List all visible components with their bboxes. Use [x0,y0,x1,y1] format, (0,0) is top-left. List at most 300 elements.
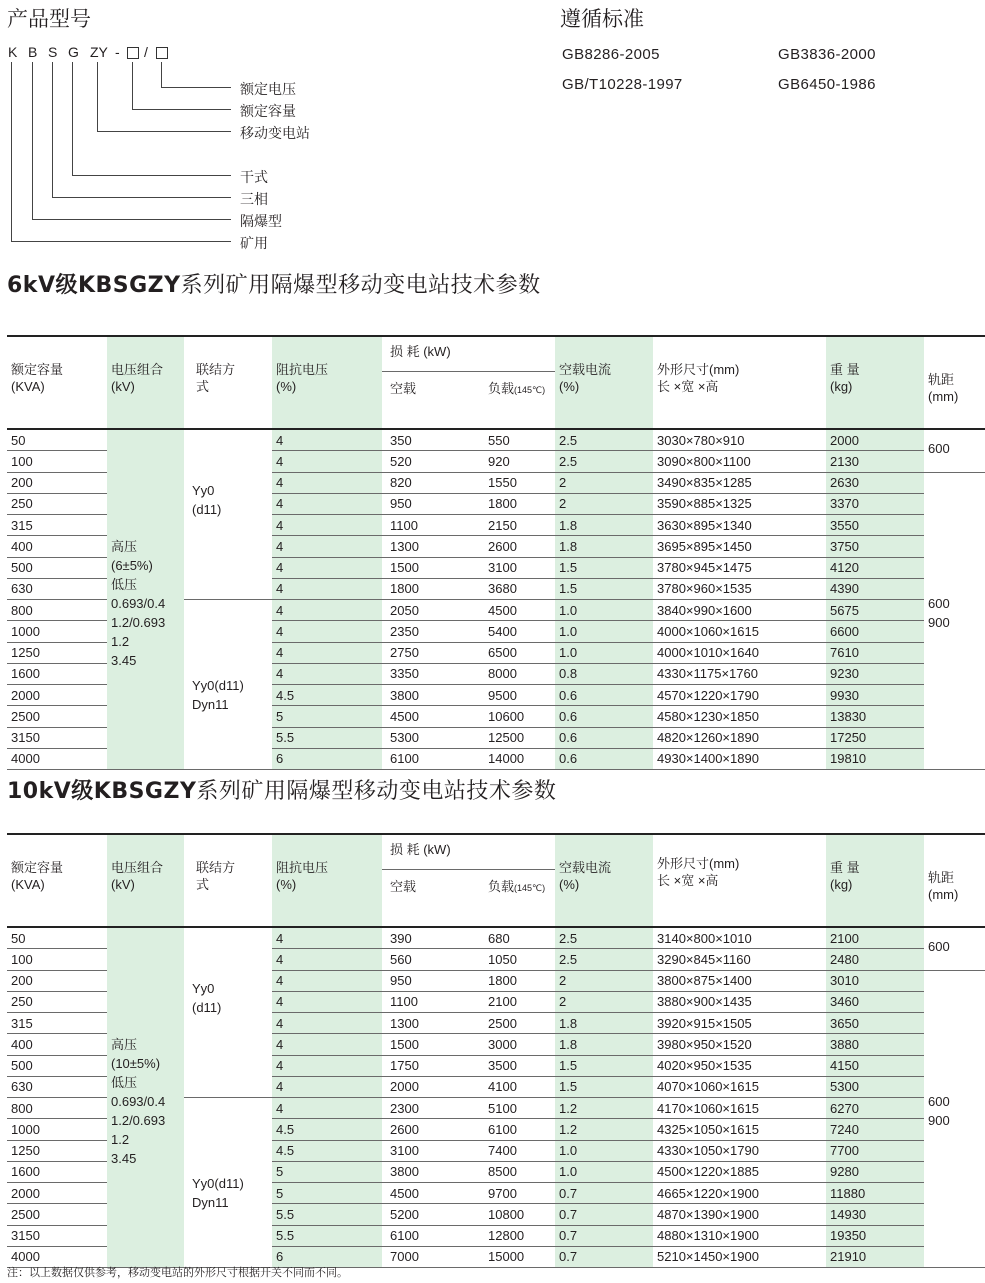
cell-dimensions: 3695×895×1450 [653,536,826,557]
cell-dimensions: 4500×1220×1885 [653,1161,826,1182]
cell-load-loss: 12500 [484,727,555,748]
code-line [52,197,231,198]
cell-noload-current: 1.0 [555,621,653,642]
cell-impedance: 4 [272,621,382,642]
cell-capacity: 1250 [7,1140,107,1161]
connection-line: (d11) [192,501,222,517]
code-box-voltage [156,47,168,59]
cell-noload-loss: 4500 [382,706,484,727]
cell-weight: 2000 [826,429,924,451]
cell-impedance: 4 [272,1055,382,1076]
cell-noload-current: 1.2 [555,1119,653,1140]
cell-impedance: 5 [272,1161,382,1182]
cell-capacity: 3150 [7,1225,107,1246]
table6-body [7,429,985,770]
cell-noload-current: 2.5 [555,949,653,970]
cell-impedance: 4 [272,429,382,451]
cell-dimensions: 4020×950×1535 [653,1055,826,1076]
cell-connection-b [184,1098,272,1268]
cell-impedance: 4 [272,578,382,599]
cell-weight: 3650 [826,1013,924,1034]
voltage-group-line: 低压 [111,1075,138,1090]
code-letter-g: G [68,44,79,60]
cell-dimensions: 3780×945×1475 [653,557,826,578]
cell-dimensions: 3490×835×1285 [653,472,826,493]
cell-dimensions: 3630×895×1340 [653,515,826,536]
cell-weight: 2130 [826,451,924,472]
code-line [32,219,231,220]
cell-impedance: 6 [272,748,382,769]
cell-weight: 7700 [826,1140,924,1161]
cell-noload-current: 1.5 [555,1076,653,1097]
standard-gb6450: GB6450-1986 [778,76,876,93]
col-impedance-header: 阻抗电压 (%) [272,834,382,927]
cell-weight: 2480 [826,949,924,970]
code-line [132,109,231,110]
code-letter-k: K [8,44,18,60]
cell-capacity: 500 [7,557,107,578]
cell-load-loss: 3500 [484,1055,555,1076]
cell-noload-loss: 1750 [382,1055,484,1076]
voltage-group-line: 3.45 [111,653,137,668]
cell-noload-current: 1.5 [555,557,653,578]
cell-dimensions: 3980×950×1520 [653,1034,826,1055]
cell-weight: 7610 [826,642,924,663]
cell-voltage-group [107,927,184,1268]
cell-load-loss: 6500 [484,642,555,663]
table10 [7,833,985,1268]
cell-connection-a [184,429,272,600]
cell-load-loss: 2100 [484,991,555,1012]
cell-weight: 4120 [826,557,924,578]
cell-load-loss: 3680 [484,578,555,599]
table6 [7,335,985,770]
voltage-group-line: 高压 [111,539,138,554]
cell-load-loss: 680 [484,927,555,949]
code-dash: - [115,44,120,60]
cell-noload-loss: 350 [382,429,484,451]
code-line [97,62,98,132]
cell-noload-loss: 5300 [382,727,484,748]
connection-line: Yy0 [192,482,215,498]
cell-weight: 9230 [826,663,924,684]
col-noload-header: 空载 [382,372,484,430]
cell-capacity: 1000 [7,1119,107,1140]
cell-load-loss: 8500 [484,1161,555,1182]
cell-capacity: 1600 [7,663,107,684]
cell-weight: 19350 [826,1225,924,1246]
cell-load-loss: 2600 [484,536,555,557]
cell-noload-current: 1.0 [555,1161,653,1182]
cell-noload-loss: 2600 [382,1119,484,1140]
code-label-three-phase: 三相 [240,192,268,208]
cell-load-loss: 15000 [484,1246,555,1267]
connection-line: Yy0(d11) [192,1175,244,1191]
table6-title: 6kV级KBSGZY系列矿用隔爆型移动变电站技术参数 [7,273,541,298]
cell-impedance: 5.5 [272,727,382,748]
cell-noload-loss: 6100 [382,1225,484,1246]
cell-load-loss: 10600 [484,706,555,727]
voltage-group-line: 1.2/0.693 [111,1113,166,1128]
cell-dimensions: 4000×1010×1640 [653,642,826,663]
code-line [11,241,231,242]
col-connection-header: 联结方 式 [184,336,272,429]
col-capacity-header: 额定容量 (KVA) [7,336,107,429]
voltage-group-line: 1.2 [111,634,130,649]
code-line [72,175,231,176]
cell-load-loss: 12800 [484,1225,555,1246]
cell-capacity: 500 [7,1055,107,1076]
cell-dimensions: 3800×875×1400 [653,970,826,991]
code-line [132,62,133,110]
cell-weight: 4390 [826,578,924,599]
code-line [11,62,12,242]
track-line: 900 [928,614,950,630]
cell-dimensions: 4870×1390×1900 [653,1204,826,1225]
cell-load-loss: 1550 [484,472,555,493]
cell-noload-loss: 2350 [382,621,484,642]
col-loss-header: 损 耗 (kW) [382,336,555,372]
cell-dimensions: 4170×1060×1615 [653,1098,826,1119]
cell-noload-loss: 3800 [382,685,484,706]
cell-weight: 3750 [826,536,924,557]
cell-load-loss: 9500 [484,685,555,706]
cell-load-loss: 6100 [484,1119,555,1140]
cell-weight: 9930 [826,685,924,706]
cell-capacity: 50 [7,429,107,451]
cell-impedance: 4 [272,970,382,991]
cell-weight: 9280 [826,1161,924,1182]
cell-impedance: 4 [272,515,382,536]
model-code-title: 产品型号 [7,7,91,31]
cell-weight: 5300 [826,1076,924,1097]
connection-line: Yy0 [192,980,215,996]
cell-impedance: 4 [272,1076,382,1097]
cell-impedance: 4 [272,600,382,621]
cell-noload-current: 2 [555,472,653,493]
voltage-group-line: 1.2/0.693 [111,615,166,630]
cell-load-loss: 1800 [484,493,555,514]
cell-dimensions: 4880×1310×1900 [653,1225,826,1246]
cell-weight: 19810 [826,748,924,769]
cell-noload-loss: 1300 [382,536,484,557]
code-line [52,62,53,198]
table10-header [7,834,985,927]
cell-noload-current: 0.6 [555,706,653,727]
cell-weight: 3550 [826,515,924,536]
cell-impedance: 4 [272,451,382,472]
cell-track-b [924,472,985,770]
cell-noload-loss: 1100 [382,515,484,536]
track-line: 600 [928,1093,950,1109]
cell-impedance: 4.5 [272,1119,382,1140]
cell-capacity: 630 [7,1076,107,1097]
cell-noload-loss: 3800 [382,1161,484,1182]
cell-dimensions: 3840×990×1600 [653,600,826,621]
cell-connection-b [184,600,272,770]
col-track-header: 轨距 (mm) [924,834,985,927]
code-label-explosion-proof: 隔爆型 [240,214,282,230]
cell-capacity: 250 [7,991,107,1012]
cell-dimensions: 3290×845×1160 [653,949,826,970]
cell-noload-loss: 560 [382,949,484,970]
table10-body [7,927,985,1268]
col-load-header: 负载(145℃) [484,870,555,928]
cell-load-loss: 5100 [484,1098,555,1119]
cell-load-loss: 10800 [484,1204,555,1225]
code-line [32,62,33,220]
cell-noload-loss: 5200 [382,1204,484,1225]
cell-dimensions: 4665×1220×1900 [653,1183,826,1204]
cell-weight: 17250 [826,727,924,748]
code-letter-zy: ZY [90,44,108,60]
cell-noload-loss: 390 [382,927,484,949]
cell-noload-current: 1.0 [555,642,653,663]
connection-line: (d11) [192,999,222,1015]
cell-load-loss: 14000 [484,748,555,769]
cell-noload-current: 2.5 [555,429,653,451]
cell-capacity: 800 [7,1098,107,1119]
cell-dimensions: 3880×900×1435 [653,991,826,1012]
cell-dimensions: 3920×915×1505 [653,1013,826,1034]
cell-load-loss: 9700 [484,1183,555,1204]
cell-noload-current: 0.6 [555,727,653,748]
cell-capacity: 250 [7,493,107,514]
cell-voltage-group [107,429,184,770]
code-label-rated-voltage: 额定电压 [240,82,296,98]
cell-noload-current: 2.5 [555,927,653,949]
cell-noload-loss: 1300 [382,1013,484,1034]
code-label-mobile-substation: 移动变电站 [240,126,310,142]
cell-capacity: 2000 [7,685,107,706]
table-row [7,927,985,949]
voltage-group-line: 低压 [111,577,138,592]
cell-capacity: 2000 [7,1183,107,1204]
col-current-header: 空载电流 (%) [555,834,653,927]
cell-capacity: 4000 [7,748,107,769]
cell-impedance: 4 [272,536,382,557]
footnote: 注：以上数据仅供参考，移动变电站的外形尺寸根据开关不同而不同。 [7,1266,348,1279]
cell-capacity: 50 [7,927,107,949]
cell-impedance: 4.5 [272,1140,382,1161]
cell-noload-loss: 2750 [382,642,484,663]
cell-dimensions: 3140×800×1010 [653,927,826,949]
cell-impedance: 5 [272,1183,382,1204]
cell-weight: 3010 [826,970,924,991]
cell-noload-loss: 1500 [382,1034,484,1055]
code-box-capacity [127,47,139,59]
cell-weight: 21910 [826,1246,924,1267]
cell-weight: 5675 [826,600,924,621]
cell-capacity: 100 [7,451,107,472]
cell-dimensions: 3590×885×1325 [653,493,826,514]
standard-gb8286: GB8286-2005 [562,46,660,63]
col-connection-header: 联结方 式 [184,834,272,927]
cell-noload-current: 1.2 [555,1098,653,1119]
cell-capacity: 400 [7,1034,107,1055]
connection-line: Yy0(d11) [192,677,244,693]
cell-noload-loss: 1500 [382,557,484,578]
cell-impedance: 5 [272,706,382,727]
col-track-header: 轨距 (mm) [924,336,985,429]
col-current-header: 空载电流 (%) [555,336,653,429]
cell-dimensions: 4570×1220×1790 [653,685,826,706]
col-weight-header: 重 量 (kg) [826,834,924,927]
col-dims-header: 外形尺寸(mm) 长 ×宽 ×高 [653,336,826,429]
code-letter-b: B [28,44,38,60]
cell-weight: 3880 [826,1034,924,1055]
cell-connection-a [184,927,272,1098]
cell-dimensions: 4000×1060×1615 [653,621,826,642]
cell-noload-current: 1.8 [555,1034,653,1055]
cell-noload-current: 0.7 [555,1246,653,1267]
voltage-group-line: 0.693/0.4 [111,1094,166,1109]
cell-impedance: 4 [272,949,382,970]
voltage-group-line: 0.693/0.4 [111,596,166,611]
cell-noload-loss: 2050 [382,600,484,621]
cell-impedance: 4 [272,663,382,684]
cell-load-loss: 2500 [484,1013,555,1034]
cell-dimensions: 3030×780×910 [653,429,826,451]
col-loss-header: 损 耗 (kW) [382,834,555,870]
cell-dimensions: 3780×960×1535 [653,578,826,599]
cell-weight: 7240 [826,1119,924,1140]
cell-noload-current: 0.7 [555,1204,653,1225]
cell-noload-current: 2.5 [555,451,653,472]
cell-weight: 3370 [826,493,924,514]
cell-impedance: 4 [272,642,382,663]
cell-noload-current: 2 [555,493,653,514]
cell-load-loss: 3000 [484,1034,555,1055]
cell-impedance: 4 [272,493,382,514]
cell-load-loss: 2150 [484,515,555,536]
col-impedance-header: 阻抗电压 (%) [272,336,382,429]
cell-weight: 6270 [826,1098,924,1119]
cell-capacity: 2500 [7,1204,107,1225]
voltage-group-line: 3.45 [111,1151,137,1166]
cell-capacity: 100 [7,949,107,970]
cell-noload-loss: 820 [382,472,484,493]
code-letter-s: S [48,44,58,60]
cell-noload-current: 1.8 [555,536,653,557]
connection-line: Dyn11 [192,1194,229,1210]
track-line: 600 [928,595,950,611]
cell-impedance: 4 [272,1013,382,1034]
cell-capacity: 1000 [7,621,107,642]
col-capacity-header: 额定容量 (KVA) [7,834,107,927]
cell-capacity: 800 [7,600,107,621]
cell-dimensions: 4330×1050×1790 [653,1140,826,1161]
code-slash: / [144,44,148,60]
cell-noload-loss: 6100 [382,748,484,769]
cell-noload-current: 0.6 [555,685,653,706]
cell-noload-loss: 3100 [382,1140,484,1161]
cell-load-loss: 5400 [484,621,555,642]
cell-capacity: 315 [7,1013,107,1034]
cell-dimensions: 4070×1060×1615 [653,1076,826,1097]
standards-title: 遵循标准 [560,7,644,31]
cell-noload-loss: 1100 [382,991,484,1012]
cell-noload-current: 1.8 [555,1013,653,1034]
code-label-mining: 矿用 [240,236,268,252]
standard-gb3836: GB3836-2000 [778,46,876,63]
cell-dimensions: 4580×1230×1850 [653,706,826,727]
cell-capacity: 1250 [7,642,107,663]
cell-impedance: 4.5 [272,685,382,706]
code-line [161,87,231,88]
cell-weight: 2630 [826,472,924,493]
cell-capacity: 200 [7,970,107,991]
col-load-header: 负载(145℃) [484,372,555,430]
code-label-rated-capacity: 额定容量 [240,104,296,120]
cell-noload-current: 1.8 [555,515,653,536]
cell-dimensions: 4325×1050×1615 [653,1119,826,1140]
cell-impedance: 4 [272,927,382,949]
cell-noload-current: 0.7 [555,1225,653,1246]
table10-title: 10kV级KBSGZY系列矿用隔爆型移动变电站技术参数 [7,779,557,804]
table6-header [7,336,985,429]
cell-load-loss: 7400 [484,1140,555,1161]
cell-noload-loss: 3350 [382,663,484,684]
cell-load-loss: 1050 [484,949,555,970]
col-weight-header: 重 量 (kg) [826,336,924,429]
track-line: 900 [928,1112,950,1128]
cell-load-loss: 1800 [484,970,555,991]
table-row [7,429,985,451]
cell-impedance: 4 [272,557,382,578]
standard-gbt10228: GB/T10228-1997 [562,76,683,93]
cell-weight: 13830 [826,706,924,727]
cell-noload-loss: 950 [382,493,484,514]
cell-noload-current: 1.0 [555,1140,653,1161]
col-voltage-header: 电压组合 (kV) [107,336,184,429]
cell-weight: 2100 [826,927,924,949]
cell-load-loss: 8000 [484,663,555,684]
cell-dimensions: 5210×1450×1900 [653,1246,826,1267]
cell-track-a: 600 [924,927,985,970]
cell-weight: 11880 [826,1183,924,1204]
cell-capacity: 400 [7,536,107,557]
code-line [72,62,73,176]
cell-impedance: 6 [272,1246,382,1267]
connection-line: Dyn11 [192,696,229,712]
cell-noload-current: 0.8 [555,663,653,684]
cell-weight: 14930 [826,1204,924,1225]
cell-capacity: 4000 [7,1246,107,1267]
cell-noload-loss: 7000 [382,1246,484,1267]
cell-dimensions: 4820×1260×1890 [653,727,826,748]
cell-noload-loss: 520 [382,451,484,472]
cell-load-loss: 4500 [484,600,555,621]
cell-impedance: 4 [272,991,382,1012]
cell-weight: 4150 [826,1055,924,1076]
cell-weight: 3460 [826,991,924,1012]
cell-load-loss: 4100 [484,1076,555,1097]
cell-capacity: 315 [7,515,107,536]
cell-capacity: 1600 [7,1161,107,1182]
col-voltage-header: 电压组合 (kV) [107,834,184,927]
cell-noload-current: 0.6 [555,748,653,769]
col-noload-header: 空载 [382,870,484,928]
cell-impedance: 4 [272,1098,382,1119]
col-dims-header: 外形尺寸(mm) 长 ×宽 ×高 [653,834,826,927]
cell-impedance: 5.5 [272,1204,382,1225]
cell-dimensions: 4330×1175×1760 [653,663,826,684]
code-line [161,62,162,88]
cell-noload-loss: 950 [382,970,484,991]
cell-noload-current: 2 [555,970,653,991]
code-line [97,131,231,132]
